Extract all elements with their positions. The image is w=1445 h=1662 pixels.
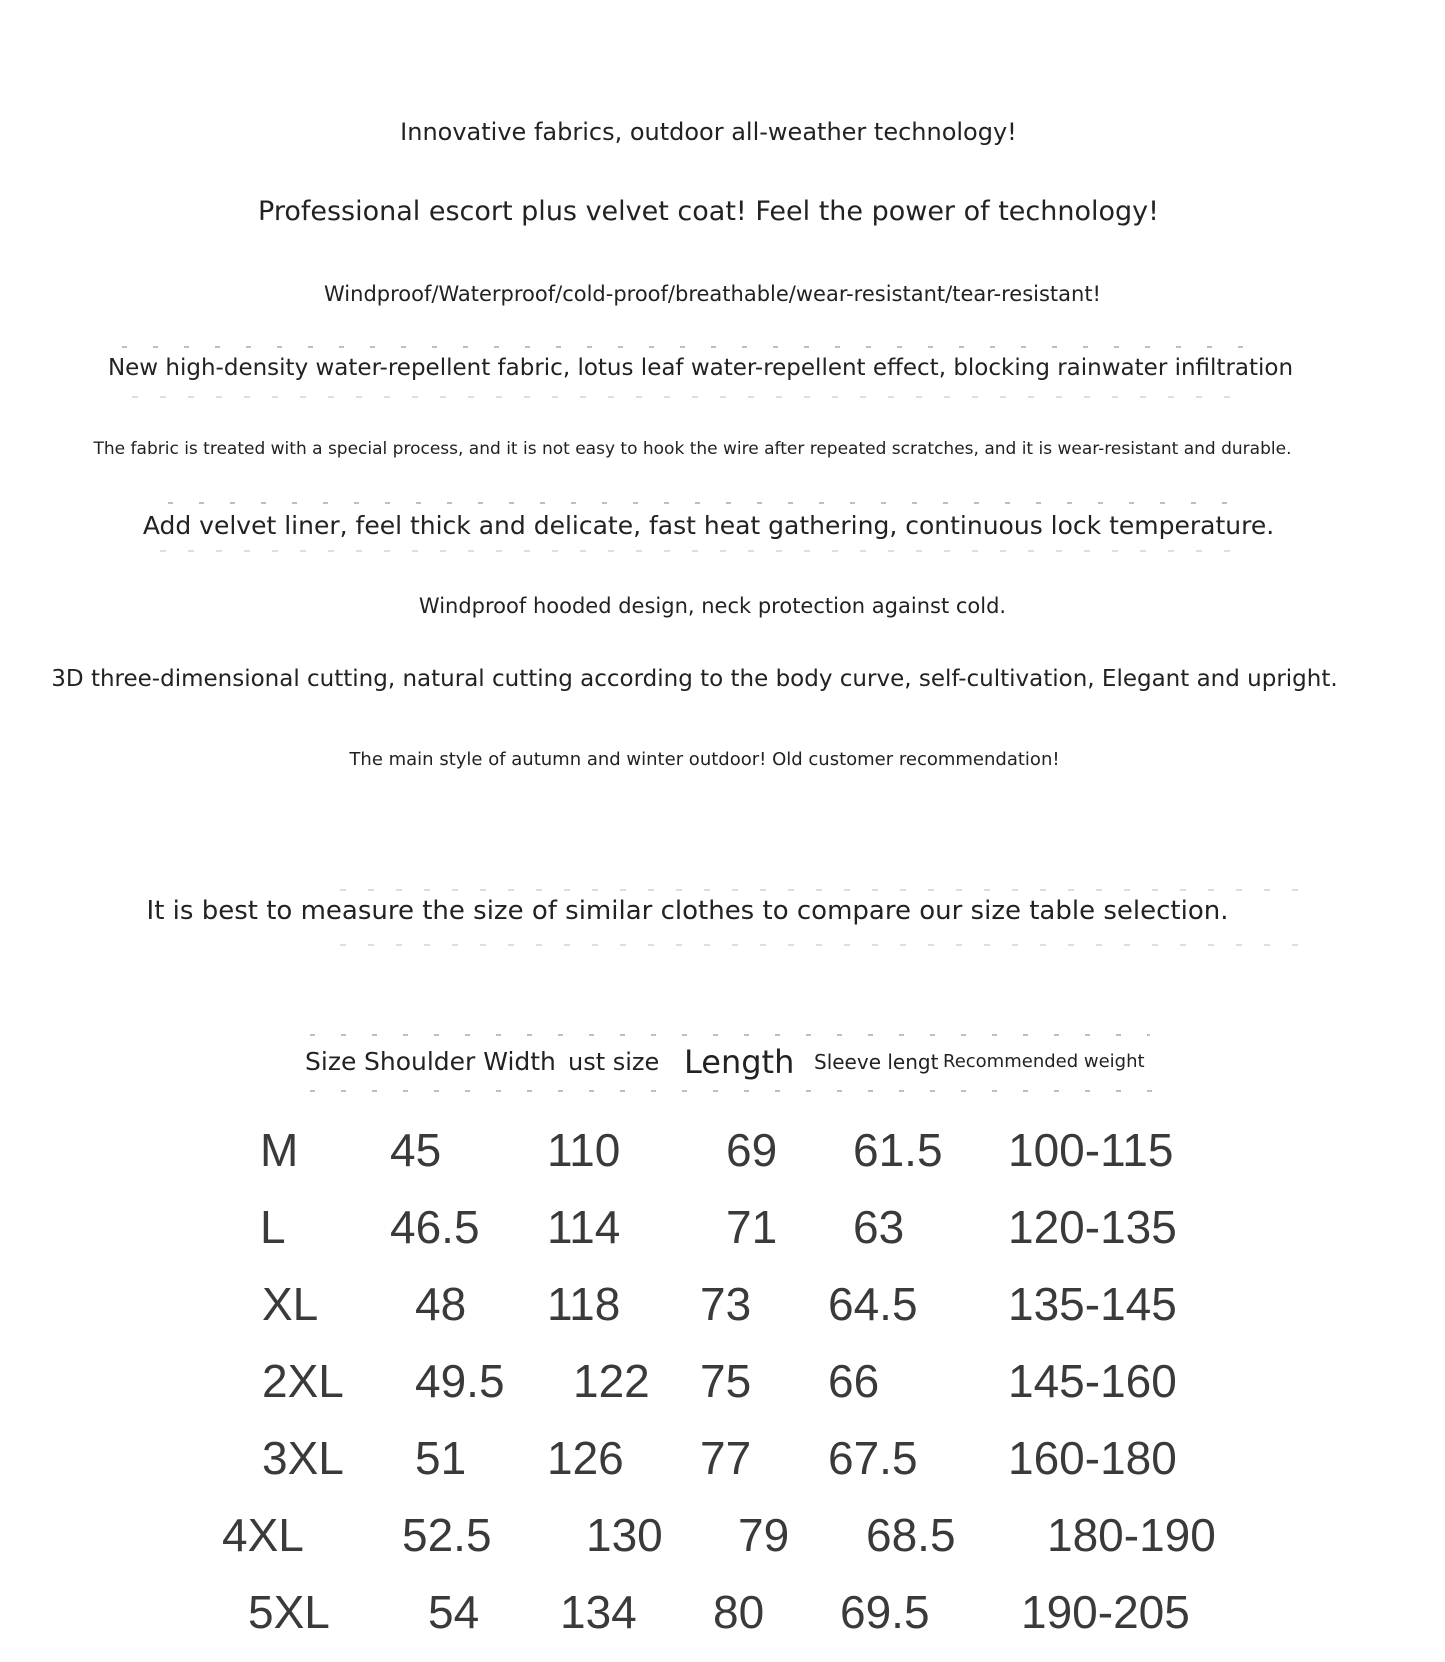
headline-3: Windproof/Waterproof/cold-proof/breathable/wear-resistant/tear-resistant!	[324, 282, 1101, 306]
scan-artifact	[340, 944, 1310, 946]
cell-bust: 122	[573, 1355, 650, 1407]
table-row	[0, 1272, 1445, 1336]
cell-length: 73	[700, 1278, 752, 1330]
cell-sleeve: 61.5	[853, 1124, 943, 1176]
headline-4: New high-density water-repellent fabric, lotus leaf water-repellent effect, blocking rainwater infiltration	[107, 355, 1294, 381]
headline-5: The fabric is treated with a special process, and it is not easy to hook the wire after repeated scratches, and it is wear-resistant and durable.	[93, 439, 1292, 459]
header-recommended-weight: Recommended weight	[943, 1040, 1145, 1084]
table-row	[0, 1349, 1445, 1413]
cell-sleeve: 69.5	[840, 1586, 930, 1638]
cell-bust: 118	[547, 1278, 621, 1330]
cell-weight: 135-145	[1008, 1278, 1177, 1330]
cell-sleeve: 64.5	[828, 1278, 918, 1330]
cell-shoulder: 46.5	[390, 1201, 480, 1253]
header-bust-size: ust size	[568, 1040, 659, 1084]
cell-shoulder: 54	[428, 1586, 480, 1638]
headline-2: Professional escort plus velvet coat! Feel the power of technology!	[258, 196, 1159, 227]
cell-length: 77	[700, 1432, 752, 1484]
cell-sleeve: 63	[853, 1201, 905, 1253]
cell-sleeve: 66	[828, 1355, 880, 1407]
cell-weight: 190-205	[1021, 1586, 1190, 1638]
scan-artifact	[340, 889, 1320, 891]
table-row	[0, 1426, 1445, 1490]
cell-shoulder: 48	[415, 1278, 467, 1330]
headline-6: Add velvet liner, feel thick and delicate, fast heat gathering, continuous lock temperature.	[142, 511, 1275, 540]
cell-weight: 120-135	[1008, 1201, 1177, 1253]
cell-bust: 126	[547, 1432, 624, 1484]
cell-size: 4XL	[222, 1509, 304, 1561]
scan-artifact	[122, 346, 1262, 348]
header-sleeve-length: Sleeve lengt	[814, 1040, 938, 1084]
table-row	[0, 1580, 1445, 1644]
cell-sleeve: 67.5	[828, 1432, 918, 1484]
scan-artifact	[168, 502, 1240, 504]
cell-length: 75	[700, 1355, 752, 1407]
size-table-header	[305, 1040, 1155, 1084]
header-length: Length	[684, 1040, 794, 1084]
header-size: Size	[305, 1040, 356, 1084]
headline-7: Windproof hooded design, neck protection against cold.	[418, 594, 1007, 618]
cell-shoulder: 49.5	[415, 1355, 505, 1407]
cell-bust: 134	[560, 1586, 637, 1638]
scan-artifact	[160, 550, 1240, 552]
cell-length: 80	[713, 1586, 765, 1638]
cell-length: 79	[738, 1509, 790, 1561]
cell-bust: 130	[586, 1509, 663, 1561]
cell-size: L	[260, 1201, 286, 1253]
cell-size: 3XL	[262, 1432, 344, 1484]
measure-note: It is best to measure the size of similar clothes to compare our size table selection.	[146, 896, 1229, 926]
cell-length: 71	[726, 1201, 778, 1253]
cell-bust: 114	[547, 1201, 621, 1253]
header-shoulder-width: Shoulder Width	[364, 1040, 556, 1084]
cell-size: M	[260, 1124, 299, 1176]
cell-weight: 100-115	[1008, 1124, 1174, 1176]
cell-sleeve: 68.5	[866, 1509, 956, 1561]
cell-shoulder: 45	[390, 1124, 442, 1176]
cell-size: XL	[262, 1278, 319, 1330]
cell-weight: 145-160	[1008, 1355, 1177, 1407]
scan-artifact	[310, 1090, 1160, 1092]
cell-bust: 110	[547, 1124, 621, 1176]
scan-artifact	[132, 396, 1252, 398]
cell-weight: 160-180	[1008, 1432, 1177, 1484]
cell-size: 2XL	[262, 1355, 344, 1407]
cell-size: 5XL	[248, 1586, 330, 1638]
cell-shoulder: 51	[415, 1432, 467, 1484]
headline-9: The main style of autumn and winter outdoor! Old customer recommendation!	[349, 749, 1060, 770]
table-row	[0, 1195, 1445, 1259]
cell-weight: 180-190	[1047, 1509, 1216, 1561]
cell-shoulder: 52.5	[402, 1509, 492, 1561]
headline-1: Innovative fabrics, outdoor all-weather technology!	[400, 118, 1017, 146]
table-row	[0, 1503, 1445, 1567]
headline-8: 3D three-dimensional cutting, natural cutting according to the body curve, self-cultivation, Elegant and upright.	[51, 666, 1338, 692]
table-row	[0, 1118, 1445, 1182]
cell-length: 69	[726, 1124, 778, 1176]
scan-artifact	[310, 1034, 1150, 1036]
